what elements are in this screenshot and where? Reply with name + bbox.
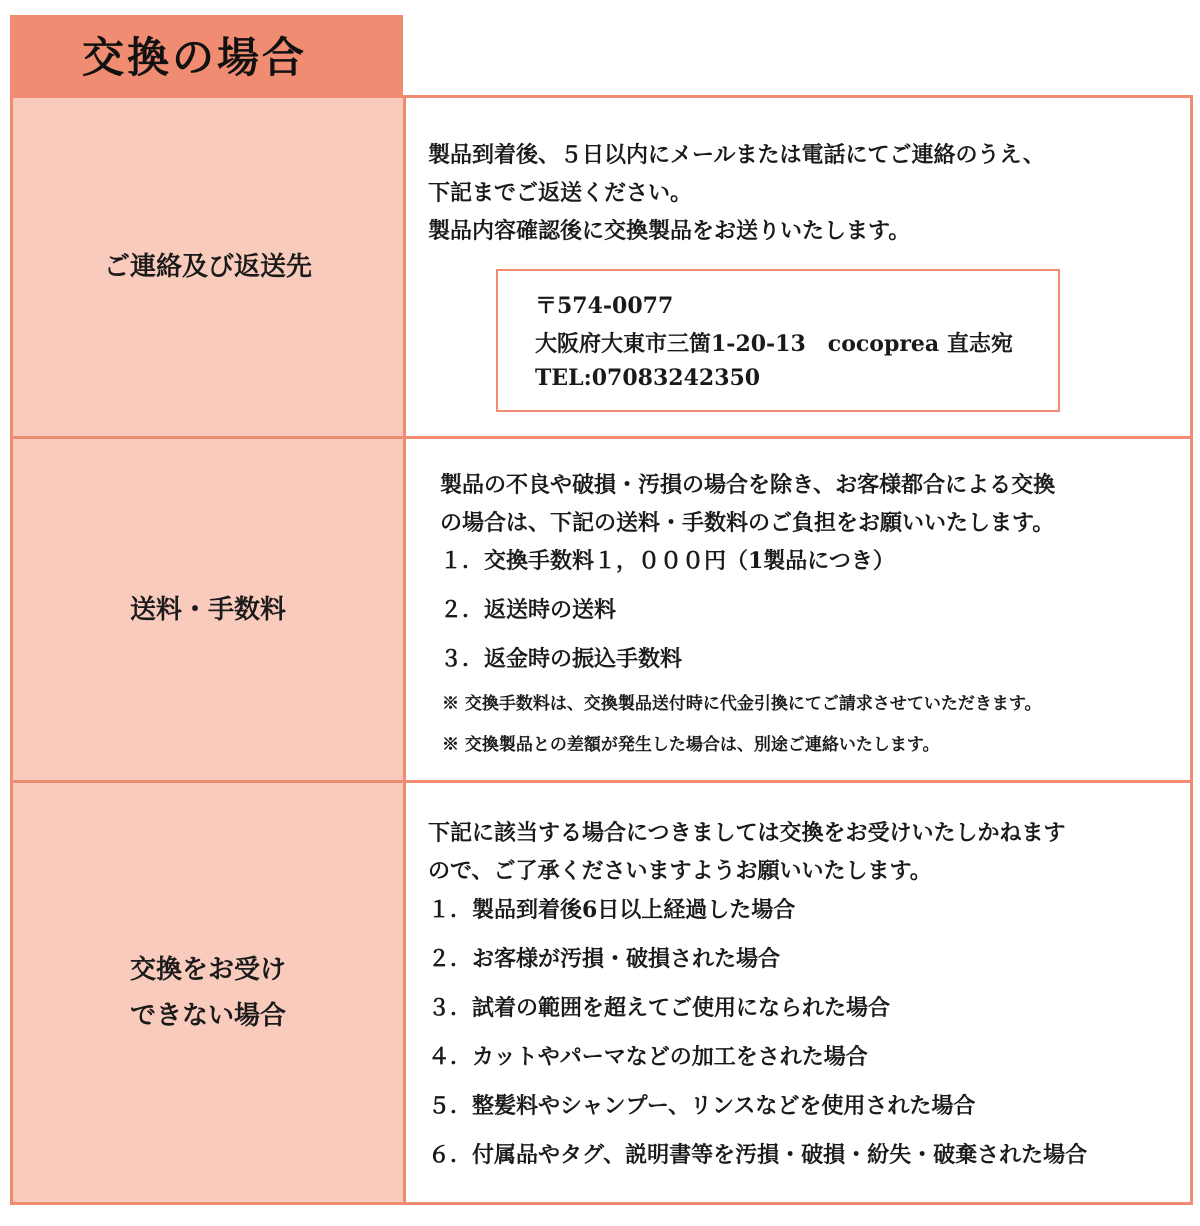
row-shipping-fees (13, 439, 1190, 783)
fees-list-item: １．交換手数料１，０００円（1製品につき） (440, 548, 895, 574)
not-accepted-list-item: ３．試着の範囲を超えてご使用になられた場合 (428, 995, 891, 1021)
not-accepted-label-line: できない場合 (129, 1000, 286, 1031)
row-not-accepted (13, 783, 1190, 1202)
not-accepted-list-item: １．製品到着後6日以上経過した場合 (428, 897, 796, 923)
fees-list-item: ２．返送時の送料 (440, 597, 617, 623)
not-accepted-list-item: ４．カットやパーマなどの加工をされた場合 (428, 1044, 868, 1070)
row-content-contact (406, 98, 1190, 436)
not-accepted-list-item: ６．付属品やタグ、説明書等を汚損・破損・紛失・破棄された場合 (428, 1142, 1088, 1168)
row-label-not-accepted (13, 783, 406, 1202)
not-accepted-list-item: ２．お客様が汚損・破損された場合 (428, 946, 781, 972)
contact-text-line: 製品到着後、５日以内にメールまたは電話にてご連絡のうえ、 (428, 142, 1045, 168)
fees-list-item: ３．返金時の振込手数料 (440, 646, 683, 672)
not-accepted-text-line: ので、ご了承くださいますようお願いいたします。 (428, 858, 932, 884)
page-title: 交換の場合 (10, 15, 403, 95)
not-accepted-label-line: 交換をお受け (129, 954, 286, 985)
address-street: 大阪府大東市三箇1-20-13 cocoprea 直志宛 (535, 331, 1013, 357)
row-contact-return (13, 98, 1190, 439)
address-postal-code: 〒574-0077 (535, 293, 674, 319)
fees-note: ※ 交換製品との差額が発生した場合は、別途ご連絡いたします。 (442, 735, 940, 755)
row-label-fees: 送料・手数料 (13, 439, 406, 780)
not-accepted-text-line: 下記に該当する場合につきましては交換をお受けいたしかねます (428, 820, 1066, 846)
fees-text-line: の場合は、下記の送料・手数料のご負担をお願いいたします。 (440, 510, 1055, 536)
contact-text-line: 下記までご返送ください。 (428, 180, 693, 206)
address-phone: TEL:07083242350 (535, 365, 761, 391)
return-address-box (496, 269, 1060, 412)
contact-text-line: 製品内容確認後に交換製品をお送りいたします。 (428, 218, 911, 244)
exchange-policy-table (10, 95, 1193, 1205)
row-label-contact: ご連絡及び返送先 (13, 98, 406, 436)
not-accepted-list-item: ５．整髪料やシャンプー、リンスなどを使用された場合 (428, 1093, 976, 1119)
row-content-fees (406, 439, 1190, 780)
fees-note: ※ 交換手数料は、交換製品送付時に代金引換にてご請求させていただきます。 (442, 694, 1042, 714)
fees-text-line: 製品の不良や破損・汚損の場合を除き、お客様都合による交換 (440, 472, 1056, 498)
row-content-not-accepted (406, 783, 1190, 1202)
